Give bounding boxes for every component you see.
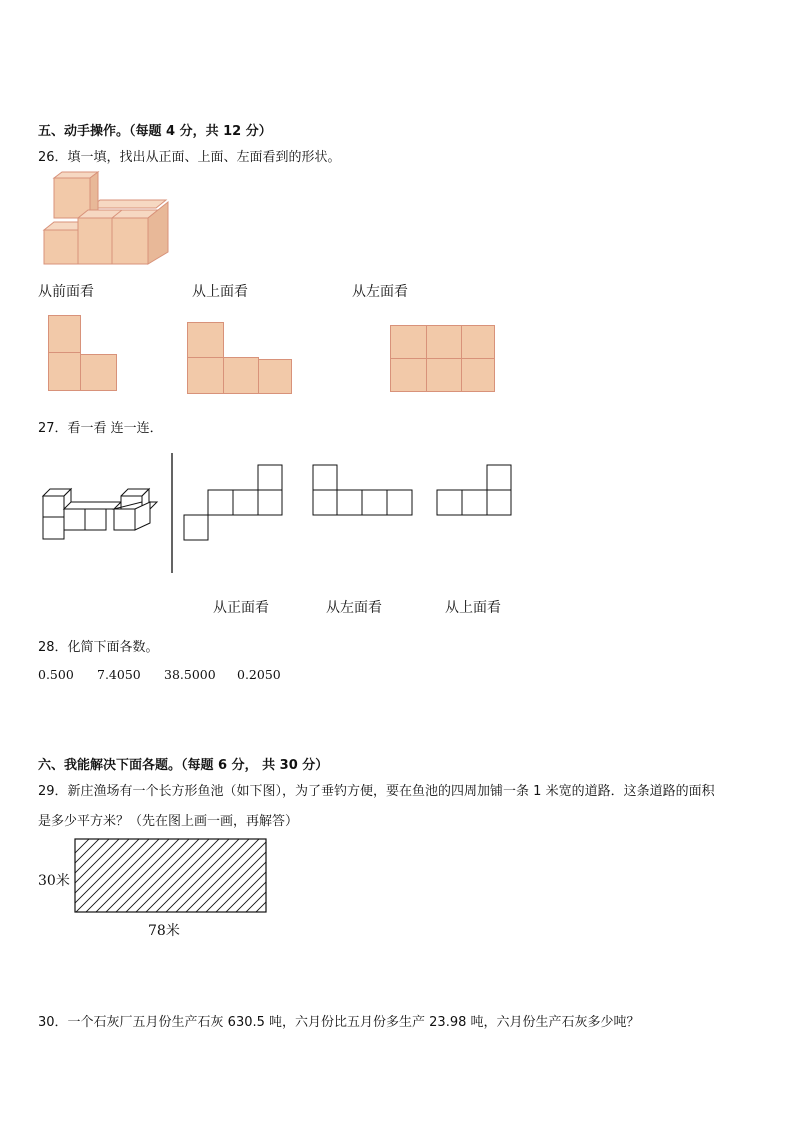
cube-figure-wire: [42, 488, 157, 543]
front-view-shape: [48, 315, 118, 391]
question-26-text: 26．填一填，找出从正面、上面、左面看到的形状。: [38, 150, 341, 165]
question-28-text: 28．化简下面各数。: [38, 640, 159, 655]
cube-figure-3d: [40, 172, 175, 267]
number-item: 0.500: [38, 667, 74, 682]
number-item: 38.5000: [164, 667, 216, 682]
number-item: 7.4050: [97, 667, 141, 682]
section-5-title: 五、动手操作。（每题 4 分，共 12 分）: [38, 124, 272, 139]
section-6-title: 六、我能解决下面各题。（每题 6 分， 共 30 分）: [38, 758, 329, 773]
view-label-top: 从上面看: [192, 284, 248, 300]
view-option-a: [183, 464, 284, 542]
top-view-shape: [187, 322, 293, 394]
divider-line: [170, 453, 174, 575]
question-27-text: 27．看一看 连一连．: [38, 421, 163, 436]
question-29-line-2: 是多少平方米？（先在图上画一画，再解答）: [38, 814, 299, 829]
question-29-line-1: 29．新庄渔场有一个长方形鱼池（如下图），为了垂钓方便，要在鱼池的四周加铺一条 1 米宽的道路．这条道路的面积: [38, 784, 715, 799]
number-item: 0.2050: [237, 667, 281, 682]
length-label: 78米: [148, 923, 180, 939]
match-label-left: 从左面看: [326, 600, 382, 616]
view-option-b: [312, 464, 414, 518]
match-label-front: 从正面看: [213, 600, 269, 616]
width-label: 30米: [38, 873, 70, 889]
question-30-text: 30．一个石灰厂五月份生产石灰 630.5 吨，六月份比五月份多生产 23.98 吨，六月份生产石灰多少吨？: [38, 1015, 640, 1030]
left-view-shape: [390, 325, 496, 393]
view-label-front: 从前面看: [38, 284, 94, 300]
view-label-left: 从左面看: [352, 284, 408, 300]
fish-pond-rectangle: [74, 838, 268, 914]
view-option-c: [436, 464, 514, 518]
match-label-top: 从上面看: [445, 600, 501, 616]
